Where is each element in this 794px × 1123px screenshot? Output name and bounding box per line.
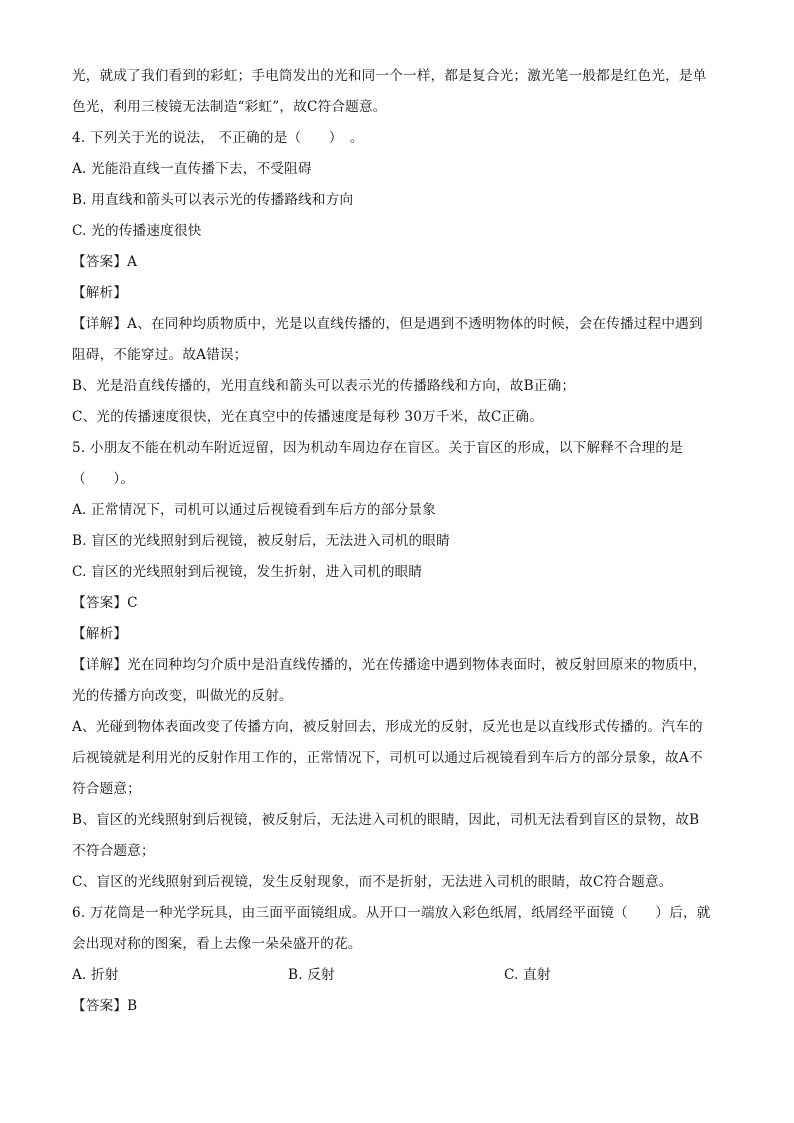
question-5-stem: （ ）。	[72, 471, 135, 487]
question-5-explanation-line: B、盲区的光线照射到后视镜，被反射后，无法进入司机的眼睛，因此，司机无法看到盲区的景物，故B	[72, 812, 700, 828]
question-5-explanation-line: 后视镜就是利用光的反射作用工作的，正常情况下，司机可以通过后视镜看到车后方的部分景象，故A不	[72, 750, 703, 766]
question-5-explanation-line: 不符合题意；	[72, 843, 155, 859]
question-5-answer: 【答案】C	[72, 595, 138, 611]
question-4-explanation-line: C、光的传播速度很快，光在真空中的传播速度是每秒 30万千米，故C正确。	[72, 409, 544, 425]
question-5-option-c: C. 盲区的光线照射到后视镜，发生折射，进入司机的眼睛	[72, 564, 423, 580]
question-6-stem: 会出现对称的图案，看上去像一朵朵盛开的花。	[72, 936, 362, 952]
question-4-explanation-line: 【详解】A、在同种均质物质中，光是以直线传播的，但是遇到不透明物体的时候，会在传播过程中遇到	[72, 316, 703, 332]
text-line: 色光，利用三棱镜无法制造“彩虹”，故C符合题意。	[72, 99, 387, 115]
question-4-answer: 【答案】A	[72, 254, 138, 270]
question-5-explanation-line: 符合题意；	[72, 781, 141, 797]
question-5-explanation-line: 【详解】光在同种均匀介质中是沿直线传播的，光在传播途中遇到物体表面时，被反射回原来的物质中，	[72, 657, 707, 673]
question-6-options	[72, 965, 732, 985]
question-5-explanation-line: A、光碰到物体表面改变了传播方向，被反射回去，形成光的反射，反光也是以直线形式传播的。汽车的	[72, 719, 703, 735]
question-4-option-c: C. 光的传播速度很快	[72, 223, 202, 239]
question-4-analysis-heading: 【解析】	[72, 285, 128, 301]
question-6-answer: 【答案】B	[72, 998, 138, 1014]
question-5-explanation-line: 光的传播方向改变，叫做光的反射。	[72, 688, 293, 704]
question-4-option-a: A. 光能沿直线一直传播下去，不受阻碍	[72, 161, 312, 177]
question-6-stem: 6. 万花筒是一种光学玩具，由三面平面镜组成。从开口一端放入彩色纸屑，纸屑经平面镜（ ）后，就	[72, 905, 711, 921]
question-4-option-b: B. 用直线和箭头可以表示光的传播路线和方向	[72, 192, 354, 208]
text-line: 光，就成了我们看到的彩虹；手电筒发出的光和同一个一样，都是复合光；激光笔一般都是红色光，是单	[72, 68, 707, 84]
question-5-stem: 5. 小朋友不能在机动车附近逗留，因为机动车周边存在盲区。关于盲区的形成，以下解释不合理的是	[72, 440, 684, 456]
question-4-explanation-line: B、光是沿直线传播的，光用直线和箭头可以表示光的传播路线和方向，故B正确；	[72, 378, 576, 394]
question-6-option-a: A. 折射	[72, 967, 119, 983]
question-6-option-c: C. 直射	[504, 967, 551, 983]
question-5-analysis-heading: 【解析】	[72, 626, 128, 642]
question-5-option-a: A. 正常情况下，司机可以通过后视镜看到车后方的部分景象	[72, 502, 436, 518]
question-4-explanation-line: 阻碍，不能穿过。故A错误；	[72, 347, 248, 363]
question-6-option-b: B. 反射	[288, 967, 335, 983]
question-4-stem: 4. 下列关于光的说法， 不正确的是（ ） 。	[72, 130, 364, 146]
question-5-option-b: B. 盲区的光线照射到后视镜，被反射后，无法进入司机的眼睛	[72, 533, 450, 549]
question-5-explanation-line: C、盲区的光线照射到后视镜，发生反射现象，而不是折射，无法进入司机的眼睛，故C符合题意。	[72, 874, 673, 890]
